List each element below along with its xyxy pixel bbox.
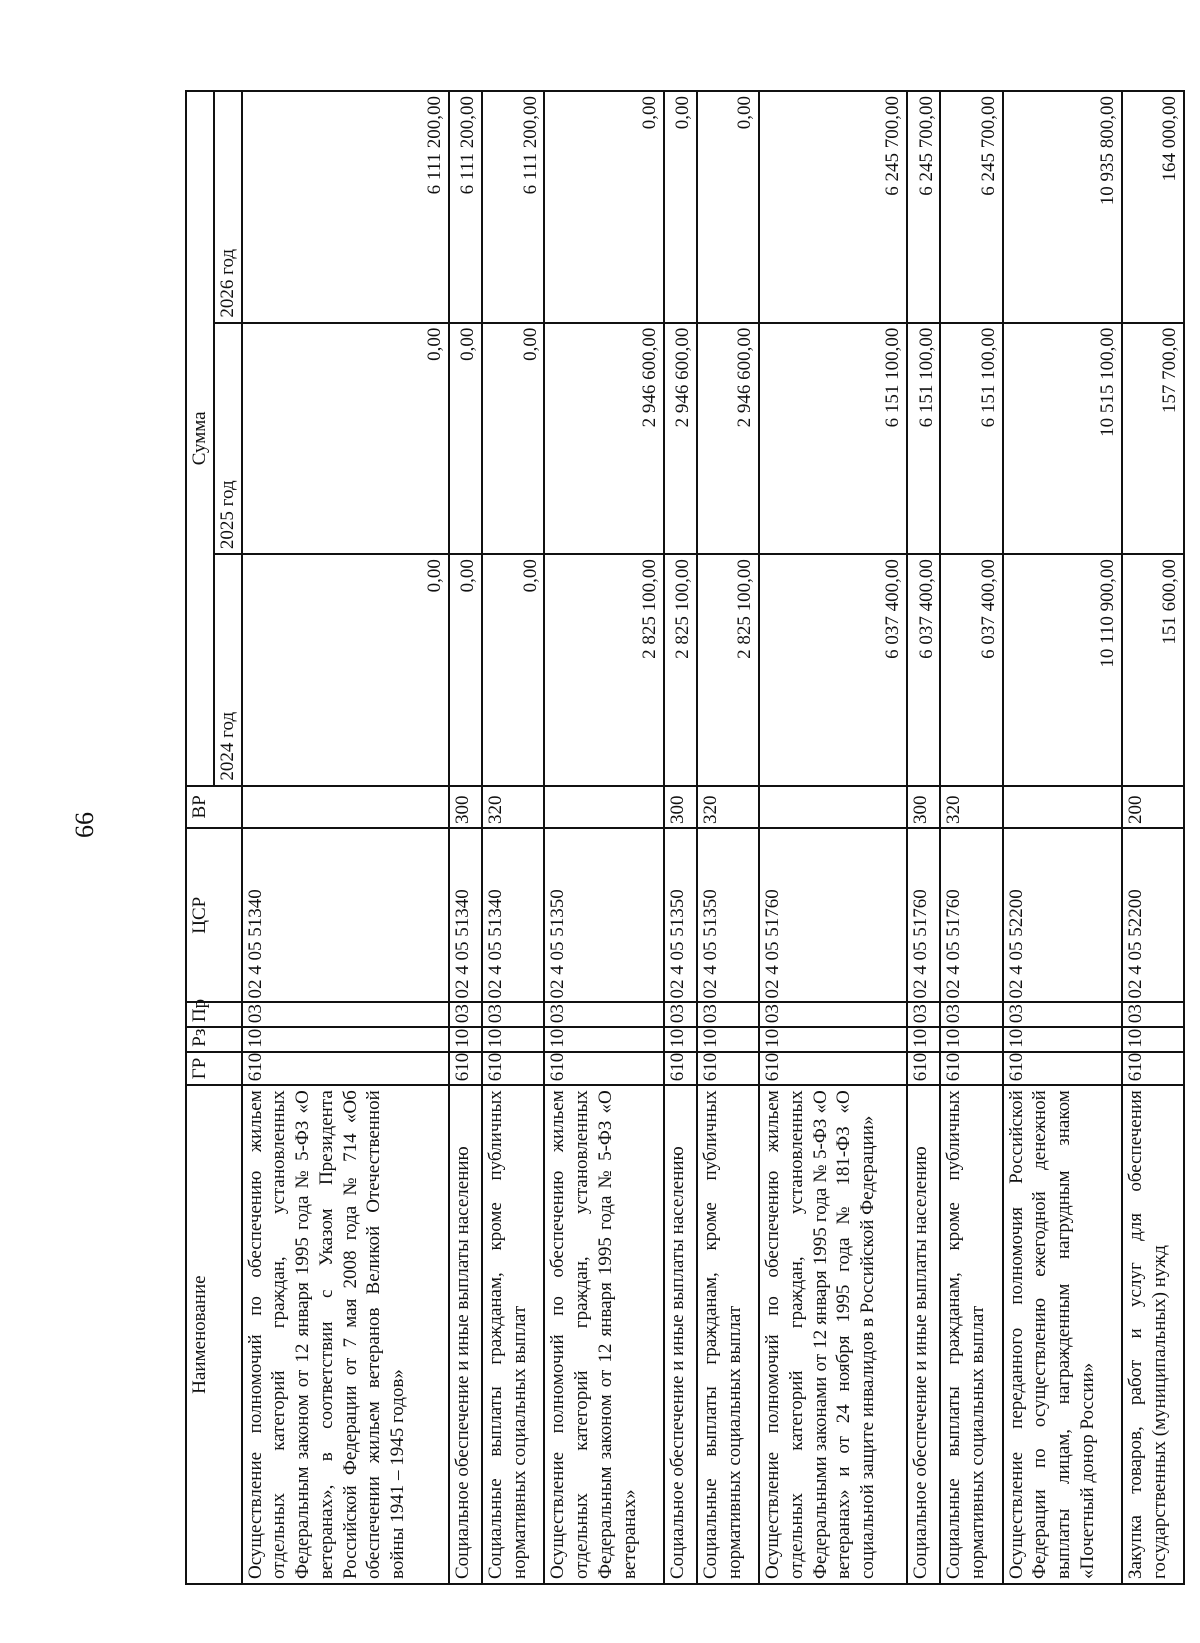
cell-gr: 610 xyxy=(449,1052,482,1086)
header-rz: Рз xyxy=(186,1027,242,1052)
cell-2024: 10 110 900,00 xyxy=(1003,554,1122,785)
cell-2026: 6 245 700,00 xyxy=(907,91,940,323)
cell-name: Социальное обеспечение и иные выплаты населению xyxy=(907,1085,940,1584)
table-row xyxy=(759,91,907,1584)
cell-vr: 200 xyxy=(1122,786,1184,828)
table-row xyxy=(907,91,940,1584)
cell-2024: 6 037 400,00 xyxy=(759,554,907,785)
cell-csr: 02 4 05 52200 xyxy=(1122,828,1184,1002)
cell-rz: 10 xyxy=(907,1027,940,1052)
cell-2025: 10 515 100,00 xyxy=(1003,323,1122,554)
cell-pr: 03 xyxy=(544,1003,663,1028)
cell-vr xyxy=(759,786,907,828)
cell-csr: 02 4 05 51340 xyxy=(449,828,482,1002)
header-gr: ГР xyxy=(186,1052,242,1086)
cell-2026: 0,00 xyxy=(664,91,697,323)
cell-rz: 10 xyxy=(482,1027,544,1052)
cell-2026: 164 000,00 xyxy=(1122,91,1184,323)
cell-csr: 02 4 05 51350 xyxy=(697,828,759,1002)
table-row xyxy=(482,91,544,1584)
cell-csr: 02 4 05 51340 xyxy=(242,828,449,1002)
header-csr: ЦСР xyxy=(186,828,242,1002)
cell-2026: 6 245 700,00 xyxy=(759,91,907,323)
cell-pr: 03 xyxy=(907,1003,940,1028)
header-2026: 2026 год xyxy=(214,91,242,323)
cell-rz: 10 xyxy=(664,1027,697,1052)
cell-vr: 320 xyxy=(940,786,1002,828)
cell-name: Осуществление полномочий по обеспечению жильем отдельных категорий граждан, установленных Федеральным законом от 12 января 1995 года № 5-ФЗ «О ветеранах» xyxy=(544,1085,663,1584)
cell-vr: 300 xyxy=(907,786,940,828)
cell-2024: 2 825 100,00 xyxy=(544,554,663,785)
cell-name: Закупка товаров, работ и услуг для обеспечения государственных (муниципальных) нужд xyxy=(1122,1085,1184,1584)
cell-gr: 610 xyxy=(664,1052,697,1086)
cell-rz: 10 xyxy=(759,1027,907,1052)
header-row-top xyxy=(186,91,214,1584)
cell-rz: 10 xyxy=(697,1027,759,1052)
cell-gr: 610 xyxy=(242,1052,449,1086)
cell-gr: 610 xyxy=(1003,1052,1122,1086)
cell-rz: 10 xyxy=(940,1027,1002,1052)
cell-pr: 03 xyxy=(1003,1003,1122,1028)
cell-2024: 151 600,00 xyxy=(1122,554,1184,785)
cell-2024: 6 037 400,00 xyxy=(940,554,1002,785)
cell-csr: 02 4 05 51760 xyxy=(759,828,907,1002)
cell-csr: 02 4 05 51760 xyxy=(940,828,1002,1002)
cell-2026: 6 111 200,00 xyxy=(449,91,482,323)
cell-gr: 610 xyxy=(544,1052,663,1086)
cell-name: Осуществление полномочий по обеспечению жильем отдельных категорий граждан, установленных Федеральным законом от 12 января 1995 года № 5-ФЗ «О ветеранах», в соответствии с Указом Президента Российской Федерации от 7 мая 2008 года № 714 «Об обеспечении жильем ветеранов Великой Отечественной войны 1941 – 1945 годов» xyxy=(242,1085,449,1584)
cell-gr: 610 xyxy=(482,1052,544,1086)
table-row xyxy=(449,91,482,1584)
cell-rz: 10 xyxy=(242,1027,449,1052)
cell-2025: 2 946 600,00 xyxy=(664,323,697,554)
cell-2026: 6 111 200,00 xyxy=(482,91,544,323)
cell-gr: 610 xyxy=(1122,1052,1184,1086)
table-row xyxy=(242,91,449,1584)
cell-2024: 6 037 400,00 xyxy=(907,554,940,785)
cell-csr: 02 4 05 51350 xyxy=(664,828,697,1002)
cell-csr: 02 4 05 51350 xyxy=(544,828,663,1002)
cell-pr: 03 xyxy=(940,1003,1002,1028)
cell-gr: 610 xyxy=(759,1052,907,1086)
table-row xyxy=(1122,91,1184,1584)
table-row xyxy=(544,91,663,1584)
header-sum: Сумма xyxy=(186,91,214,786)
cell-rz: 10 xyxy=(1122,1027,1184,1052)
cell-2025: 0,00 xyxy=(242,323,449,554)
cell-pr: 03 xyxy=(664,1003,697,1028)
cell-name: Социальное обеспечение и иные выплаты населению xyxy=(449,1085,482,1584)
cell-name: Осуществление полномочий по обеспечению жильем отдельных категорий граждан, установленных Федеральными законами от 12 января 1995 года № 5-ФЗ «О ветеранах» и от 24 ноября 1995 года № 181-ФЗ «О социальной защите инвалидов в Российской Федерации» xyxy=(759,1085,907,1584)
header-pr: Пр xyxy=(186,1003,242,1028)
cell-2024: 0,00 xyxy=(242,554,449,785)
page-number: 66 xyxy=(70,812,99,838)
cell-2025: 157 700,00 xyxy=(1122,323,1184,554)
cell-2025: 6 151 100,00 xyxy=(940,323,1002,554)
cell-vr xyxy=(1003,786,1122,828)
cell-name: Социальные выплаты гражданам, кроме публичных нормативных социальных выплат xyxy=(697,1085,759,1584)
cell-name: Осуществление переданного полномочия Российской Федерации по осуществлению ежегодной денежной выплаты лицам, награжденным нагрудным знаком «Почетный донор России» xyxy=(1003,1085,1122,1584)
cell-2025: 0,00 xyxy=(449,323,482,554)
cell-vr xyxy=(544,786,663,828)
cell-vr: 320 xyxy=(697,786,759,828)
cell-csr: 02 4 05 51760 xyxy=(907,828,940,1002)
cell-rz: 10 xyxy=(449,1027,482,1052)
cell-pr: 03 xyxy=(697,1003,759,1028)
cell-vr xyxy=(242,786,449,828)
table-row xyxy=(664,91,697,1584)
cell-2026: 10 935 800,00 xyxy=(1003,91,1122,323)
cell-gr: 610 xyxy=(940,1052,1002,1086)
cell-2026: 0,00 xyxy=(697,91,759,323)
cell-2026: 6 245 700,00 xyxy=(940,91,1002,323)
cell-2024: 2 825 100,00 xyxy=(697,554,759,785)
cell-pr: 03 xyxy=(482,1003,544,1028)
rotated-table-container xyxy=(185,90,1185,1585)
cell-rz: 10 xyxy=(544,1027,663,1052)
table-row xyxy=(697,91,759,1584)
header-name: Наименование xyxy=(186,1085,242,1584)
cell-pr: 03 xyxy=(759,1003,907,1028)
cell-2026: 6 111 200,00 xyxy=(242,91,449,323)
cell-pr: 03 xyxy=(242,1003,449,1028)
cell-2025: 6 151 100,00 xyxy=(759,323,907,554)
cell-2024: 2 825 100,00 xyxy=(664,554,697,785)
cell-vr: 320 xyxy=(482,786,544,828)
cell-2026: 0,00 xyxy=(544,91,663,323)
cell-rz: 10 xyxy=(1003,1027,1122,1052)
cell-gr: 610 xyxy=(697,1052,759,1086)
cell-name: Социальное обеспечение и иные выплаты населению xyxy=(664,1085,697,1584)
cell-gr: 610 xyxy=(907,1052,940,1086)
cell-2025: 6 151 100,00 xyxy=(907,323,940,554)
cell-2024: 0,00 xyxy=(482,554,544,785)
cell-2025: 2 946 600,00 xyxy=(544,323,663,554)
cell-name: Социальные выплаты гражданам, кроме публичных нормативных социальных выплат xyxy=(940,1085,1002,1584)
cell-vr: 300 xyxy=(449,786,482,828)
header-2025: 2025 год xyxy=(214,323,242,554)
cell-vr: 300 xyxy=(664,786,697,828)
cell-2025: 2 946 600,00 xyxy=(697,323,759,554)
cell-2025: 0,00 xyxy=(482,323,544,554)
budget-table xyxy=(185,90,1185,1585)
cell-pr: 03 xyxy=(1122,1003,1184,1028)
table-row xyxy=(940,91,1002,1584)
header-2024: 2024 год xyxy=(214,554,242,785)
cell-pr: 03 xyxy=(449,1003,482,1028)
cell-name: Социальные выплаты гражданам, кроме публичных нормативных социальных выплат xyxy=(482,1085,544,1584)
cell-2024: 0,00 xyxy=(449,554,482,785)
header-vr: ВР xyxy=(186,786,242,828)
cell-csr: 02 4 05 51340 xyxy=(482,828,544,1002)
table-row xyxy=(1003,91,1122,1584)
cell-csr: 02 4 05 52200 xyxy=(1003,828,1122,1002)
